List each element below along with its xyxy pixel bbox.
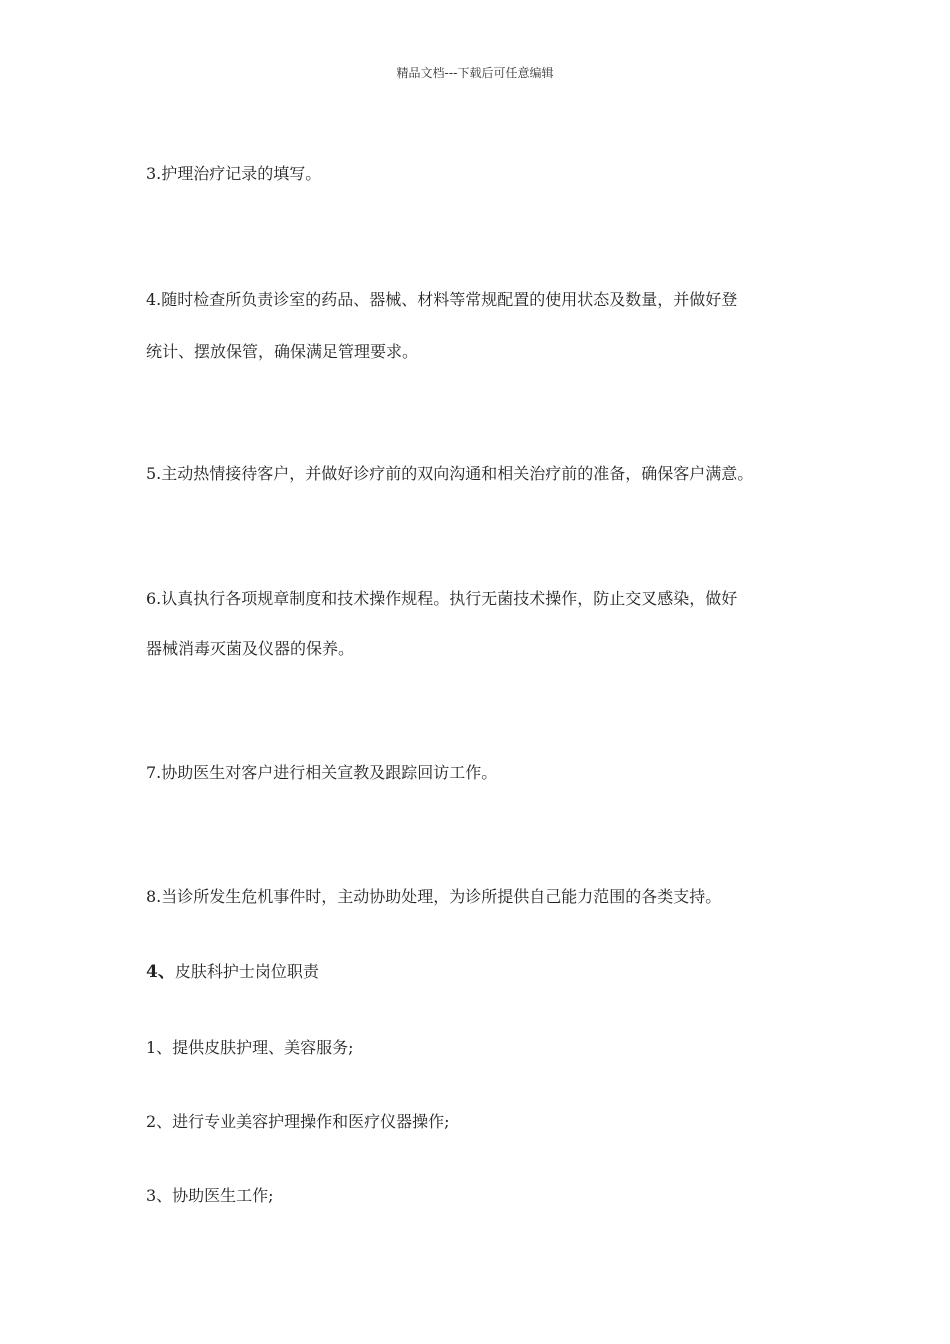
list-item-6-line-2: 器械消毒灭菌及仪器的保养。 <box>146 639 355 658</box>
duty-item-2: 2、进行专业美容护理操作和医疗仪器操作; <box>146 1112 450 1131</box>
list-item-7: 7.协助医生对客户进行相关宣教及跟踪回访工作。 <box>146 763 498 782</box>
list-item-5: 5.主动热情接待客户，并做好诊疗前的双向沟通和相关治疗前的准备，确保客户满意。 <box>146 464 754 483</box>
list-item-3: 3.护理治疗记录的填写。 <box>146 164 322 183</box>
duty-item-1: 1、提供皮肤护理、美容服务; <box>146 1038 354 1057</box>
section-number: 4、 <box>146 962 175 982</box>
page-header: 精品文档---下载后可任意编辑 <box>396 66 554 80</box>
duty-item-3: 3、协助医生工作; <box>146 1186 274 1205</box>
list-item-4-line-1: 4.随时检查所负责诊室的药品、器械、材料等常规配置的使用状态及数量，并做好登 <box>146 290 738 309</box>
list-item-8: 8.当诊所发生危机事件时，主动协助处理，为诊所提供自己能力范围的各类支持。 <box>146 887 722 906</box>
list-item-4-line-2: 统计、摆放保管，确保满足管理要求。 <box>146 342 419 361</box>
section-title: 皮肤科护士岗位职责 <box>174 962 319 981</box>
section-heading <box>146 961 319 983</box>
list-item-6-line-1: 6.认真执行各项规章制度和技术操作规程。执行无菌技术操作，防止交叉感染，做好 <box>146 589 738 608</box>
